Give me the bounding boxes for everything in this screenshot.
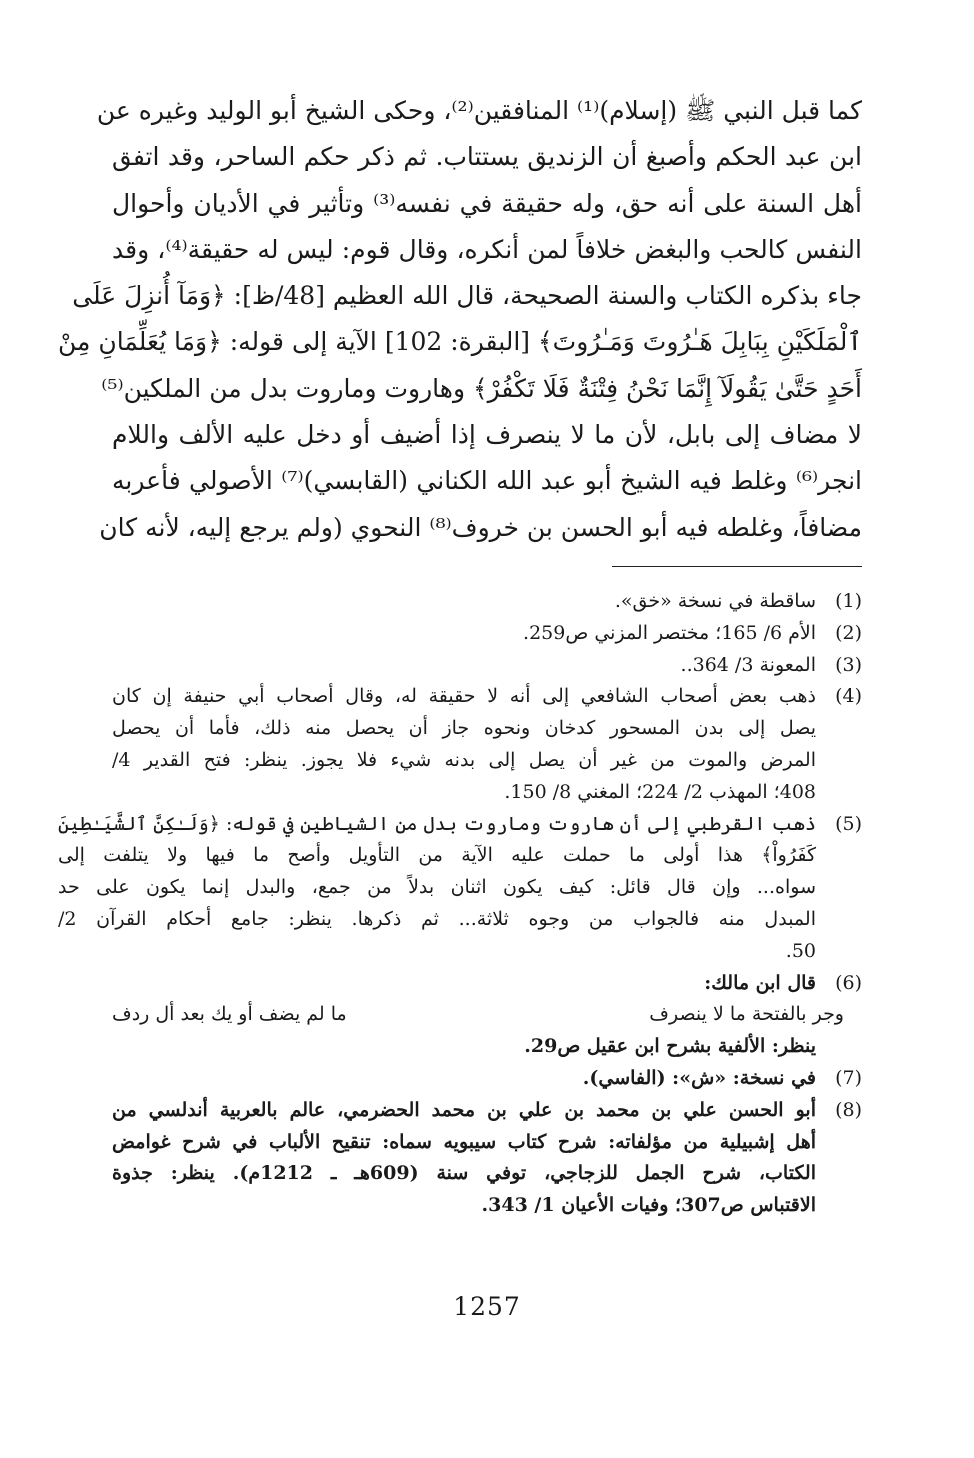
footnote-number: (7) xyxy=(835,1066,862,1089)
footnote-line: ينظر: الألفية بشرح ابن عقيل ص29. xyxy=(524,1035,816,1058)
footnote-5 xyxy=(58,809,862,968)
poetry-verse xyxy=(112,999,862,1031)
footnote-number: (1) xyxy=(835,590,862,612)
footnote-line: الاقتباس ص307؛ وفيات الأعيان 1/ 343. xyxy=(481,1194,816,1217)
footnotes xyxy=(58,586,862,1222)
footnote-4 xyxy=(112,681,862,808)
footnote-7 xyxy=(112,1063,862,1095)
main-line: لا مضاف إلى بابل، لأن ما لا ينصرف إذا أضيف أو دخل عليه الألف واللام xyxy=(112,420,862,450)
footnote-line: يصل إلى بدن المسحور كدخان ونحوه جاز أن يحصل منه ذلك، فأما أن يحصل xyxy=(112,717,816,740)
verse-second-hemistich: ما لم يضف أو يك بعد أل ردف xyxy=(112,1003,347,1026)
footnote-number: (6) xyxy=(835,971,862,994)
footnote-6-reference xyxy=(112,1031,862,1063)
footnote-6 xyxy=(112,968,862,1000)
footnote-line: الكتاب، شرح الجمل للزجاجي، توفي سنة (609هـ ـ 1212م). ينظر: جذوة xyxy=(112,1162,816,1185)
footnote-line: سواه... وإن قال قائل: كيف يكون اثنان بدلاً من جمع، والبدل إنما يكون على حد xyxy=(58,876,816,899)
footnote-divider xyxy=(612,566,862,567)
main-line: أهل السنة على أنه حق، وله حقيقة في نفسه⁽³⁾ وتأثير في الأديان وأحوال xyxy=(112,188,862,218)
footnote-line: المعونة 3/ 364.. xyxy=(680,653,816,676)
main-text xyxy=(57,88,862,551)
footnote-line: 50. xyxy=(785,939,816,962)
footnote-line: أبو الحسن علي بن محمد بن علي بن محمد الحضرمي، عالم بالعربية أندلسي من xyxy=(112,1098,816,1121)
footnote-line: أهل إشبيلية من مؤلفاته: شرح كتاب سيبويه سماه: تنقيح الألباب في شرح غوامض xyxy=(112,1130,816,1153)
main-line: أَحَدٍ حَتَّىٰ يَقُولَآ إِنَّمَا نَحْنُ فِتْنَةٌ فَلَا تَكْفُرْ﴾ وهاروت وماروت بدل من الملكين⁽⁵⁾ xyxy=(101,373,862,403)
verse-first-hemistich: وجر بالفتحة ما لا ينصرف xyxy=(649,1003,844,1026)
footnote-number: (8) xyxy=(835,1098,862,1121)
footnote-line: الأم 6/ 165؛ مختصر المزني ص259. xyxy=(523,621,816,644)
footnote-number: (2) xyxy=(835,621,862,644)
footnote-line: ذهب بعض أصحاب الشافعي إلى أنه لا حقيقة له، وقال أصحاب أبي حنيفة إن كان xyxy=(112,685,816,708)
page-number: 1257 xyxy=(453,1292,521,1321)
main-line: جاء بذكره الكتاب والسنة الصحيحة، قال الله العظيم [48/ظ]: ﴿وَمَآ أُنزِلَ عَلَى xyxy=(72,281,862,311)
footnote-line: في نسخة: «ش»: (الفاسي). xyxy=(582,1066,816,1089)
footnote-3 xyxy=(112,650,862,682)
footnote-number: (3) xyxy=(835,653,862,676)
footnote-line: المبدل منه فالجواب من وجوه ثلاثة... ثم ذكرها. ينظر: جامع أحكام القرآن 2/ xyxy=(58,907,816,930)
footnote-line: قال ابن مالك: xyxy=(704,971,816,994)
footnote-number: (4) xyxy=(835,685,862,708)
main-line: كما قبل النبي ﷺ (إسلام)⁽¹⁾ المنافقين⁽²⁾، وحكى الشيخ أبو الوليد وغيره عن xyxy=(96,96,862,125)
footnote-line: المرض والموت من غير أن يصل إلى بدنه شيء فلا يجوز. ينظر: فتح القدير 4/ xyxy=(112,748,816,771)
footnote-line: 408؛ المهذب 2/ 224؛ المغني 8/ 150. xyxy=(504,780,816,803)
footnote-8 xyxy=(112,1095,862,1222)
main-line: ابن عبد الحكم وأصبغ أن الزنديق يستتاب. ثم ذكر حكم الساحر، وقد اتفق xyxy=(112,142,862,172)
footnote-number: (5) xyxy=(835,812,862,835)
footnote-2 xyxy=(112,618,862,650)
main-line: النفس كالحب والبغض خلافاً لمن أنكره، وقال قوم: ليس له حقيقة⁽⁴⁾، وقد xyxy=(112,234,862,264)
main-line: مضافاً، وغلطه فيه أبو الحسن بن خروف⁽⁸⁾ النحوي (ولم يرجع إليه، لأنه كان xyxy=(99,512,862,542)
footnote-1 xyxy=(112,586,862,618)
footnote-line: ساقطة في نسخة «خق». xyxy=(614,590,816,612)
main-line: ٱلْمَلَكَيْنِ بِبَابِلَ هَـٰرُوتَ وَمَـٰرُوتَ﴾ [البقرة: 102] الآية إلى قوله: ﴿وَمَا يُعَلِّمَانِ مِنْ xyxy=(57,327,862,357)
main-line: انجر⁽⁶⁾ وغلط فيه الشيخ أبو عبد الله الكناني (القابسي)⁽⁷⁾ الأصولي فأعربه xyxy=(112,466,862,496)
footnote-line: كَفَرُواْ﴾ هذا أولى ما حملت عليه الآية من التأويل وأصح ما فيها ولا يتلفت إلى xyxy=(58,844,816,867)
footnote-line: ذهب القرطبي إلى أن هاروت وماروت بدل من الشياطين في قوله: ﴿وَلَـٰكِنَّ ٱلشَّيَـٰطِينَ xyxy=(58,812,816,835)
